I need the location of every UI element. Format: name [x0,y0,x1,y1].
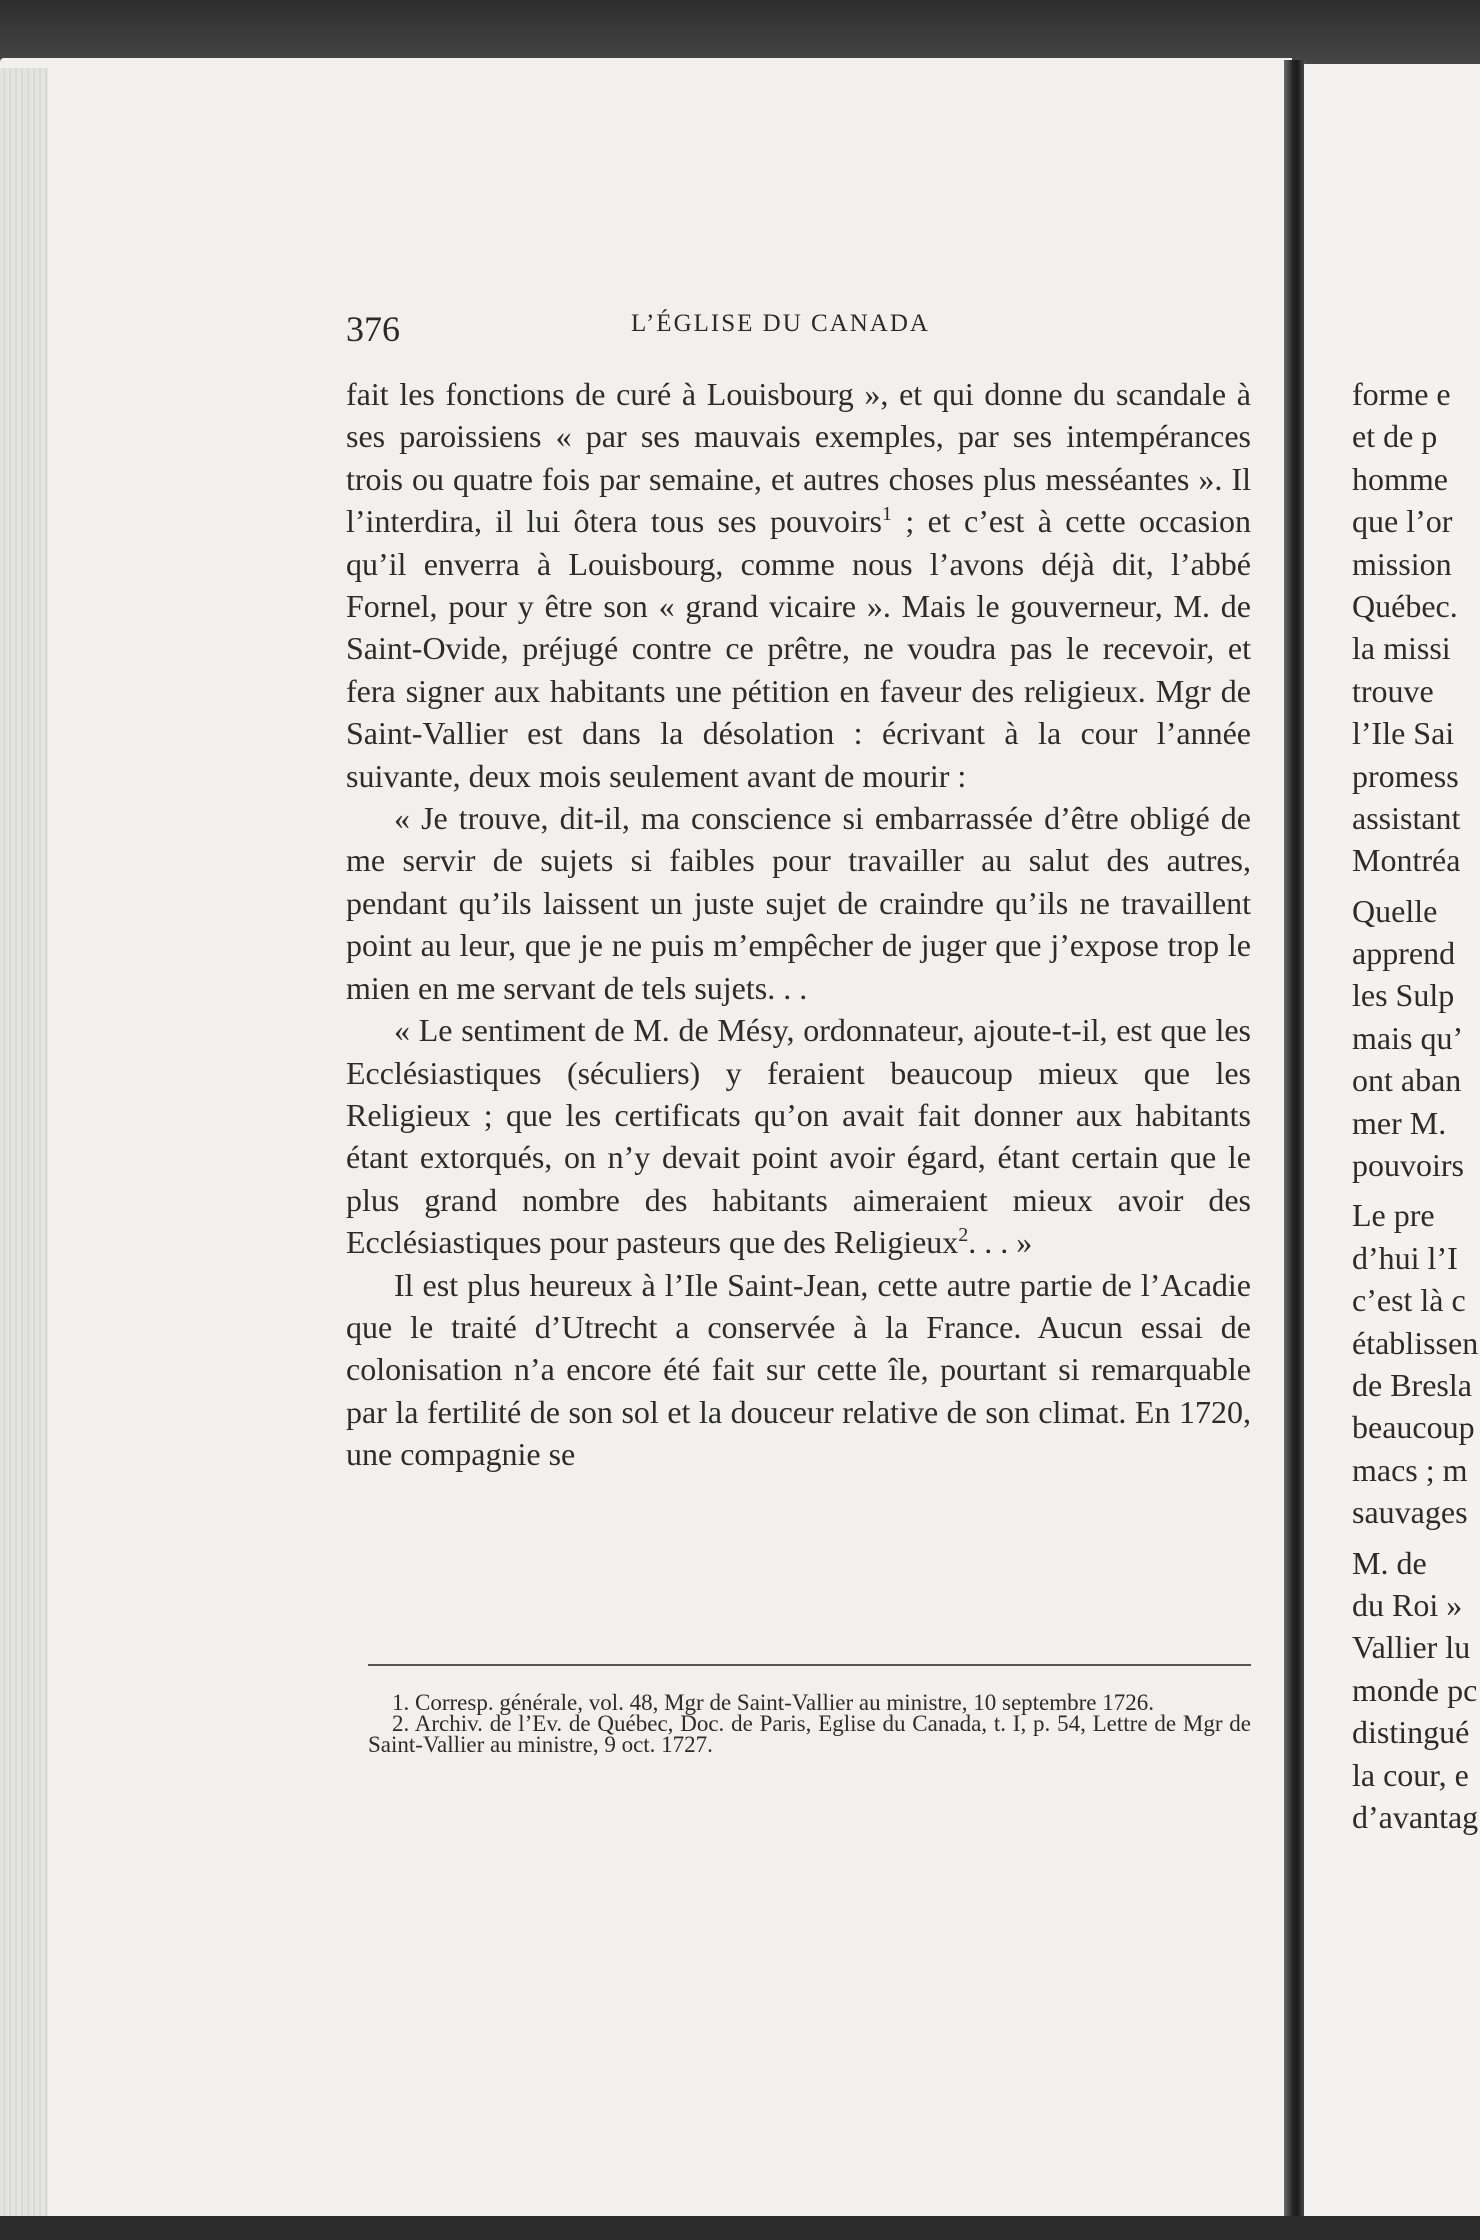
scan-background-bottom [0,2216,1480,2240]
page-number: 376 [346,309,400,349]
right-page-line: la missi [1352,630,1451,667]
right-page-line: homme [1352,460,1448,497]
right-page-line: l’Ile Sai [1352,715,1455,752]
right-page-line: apprend [1352,935,1456,972]
paragraph-1: fait les fonctions de curé à Louisbourg », et qui donne du scandale à ses paroissiens « par ses mauvais exemples, par ses intempérances trois ou quatre fois par semaine, et autres choses plus messéantes ». Il l’interdira, il lui ôtera tous ses pouvoirs$^1$ ; et c’est à cette occasion qu’il enverra à Louisbourg, comme nous l’avons déjà dit, l’abbé Fornel, pour y être son « grand vicaire ». Mais le gouverneur, M. de Saint-Ovide, préjugé contre ce prêtre, ne voudra pas le recevoir, et fera signer aux habitants une pétition en faveur des religieux. Mgr de Saint-Vallier est dans la désolation : écrivant à la cour l’année suivante, deux mois seulement avant de mourir : [346,376,1252,794]
footnotes [368,1692,1251,1755]
right-page-line: macs ; m [1352,1451,1468,1488]
right-page-line: pouvoirs [1352,1147,1464,1184]
right-page-line: la cour, e [1352,1756,1469,1793]
right-page-line: de Bresla [1352,1366,1472,1403]
right-page-line: établissen [1352,1324,1479,1361]
paragraph-2: « Je trouve, dit-il, ma conscience si embarrassée d’être obligé de me servir de sujets si faibles pour travailler au salut des autres, pendant qu’ils laissent un juste sujet de craindre qu’ils ne travaillent point au leur, que je ne puis m’empêcher de juger que j’expose trop le mien en me servant de tels sujets. . . [346,800,1251,1006]
right-page-line: d’hui l’I [1352,1239,1458,1276]
right-page-line: trouve [1352,672,1434,709]
page-edges [0,68,48,2218]
right-page-line: mission [1352,545,1452,582]
right-page-line: Québec. [1352,587,1458,624]
right-page-line: ont aban [1352,1062,1462,1099]
paragraph-3: « Le sentiment de M. de Mésy, ordonnateur, ajoute-t-il, est que les Ecclésiastiques (séculiers) y feraient beaucoup mieux que les Religieux ; que les certificats qu’on avait fait donner aux habitants étant extorqués, on n’y devait point avoir égard, étant certain que le plus grand nombre des habitants aimeraient mieux avoir des Ecclésiastiques pour pasteurs que des Religieux$^2$. . . » [346,1012,1251,1261]
right-page-line: du Roi » [1352,1586,1463,1623]
right-page-line: distingué [1352,1714,1470,1751]
page-header [346,300,1251,360]
right-page-line: Vallier lu [1352,1629,1471,1666]
right-page-text [1352,373,1480,1838]
right-page-line: M. de [1352,1544,1427,1581]
paragraph-4: Il est plus heureux à l’Ile Saint-Jean, cette autre partie de l’Acadie que le traité d’Utrecht a conservée à la France. Aucun essai de colonisation n’a encore été fait sur cette île, pourtant si remarquable par la fertilité de son sol et la douceur relative de son climat. En 1720, une compagnie se [346,1266,1251,1473]
right-page-line: les Sulp [1352,977,1455,1014]
right-page-line: d’avantag [1352,1798,1479,1835]
footnote-ref-2[interactable]: 2 [958,1224,969,1247]
book-gutter [1284,60,1306,2235]
right-page-line: assistant [1352,799,1461,836]
body-text [346,373,1251,1476]
right-page-line: sauvages [1352,1494,1468,1531]
right-page-line: Le pre [1352,1197,1435,1234]
right-page-line: beaucoup [1352,1409,1475,1446]
right-page-line: que l’or [1352,503,1453,540]
right-page-line: et de p [1352,418,1438,455]
footnote-1: 1. Corresp. générale, vol. 48, Mgr de Saint-Vallier au ministre, 10 septembre 1726. [392,1690,1155,1715]
running-title: L’ÉGLISE DU CANADA [631,310,930,337]
right-page-line: monde pc [1352,1671,1478,1708]
right-page-line: forme e [1352,376,1451,412]
right-page-line: Quelle [1352,892,1438,929]
footnote-ref-1[interactable]: 1 [881,503,892,526]
right-page-line: c’est là c [1352,1282,1466,1319]
right-page-line: promess [1352,757,1459,794]
right-page-line: mer M. [1352,1104,1447,1141]
right-page-line: mais qu’ [1352,1019,1464,1056]
right-page-line: Montréa [1352,842,1461,879]
footnote-divider [368,1664,1251,1666]
footnote-2: 2. Archiv. de l’Ev. de Québec, Doc. de Paris, Eglise du Canada, t. I, p. 54, Lettre de Mgr de Saint-Vallier au ministre, 9 oct. 1727. [368,1711,1251,1757]
